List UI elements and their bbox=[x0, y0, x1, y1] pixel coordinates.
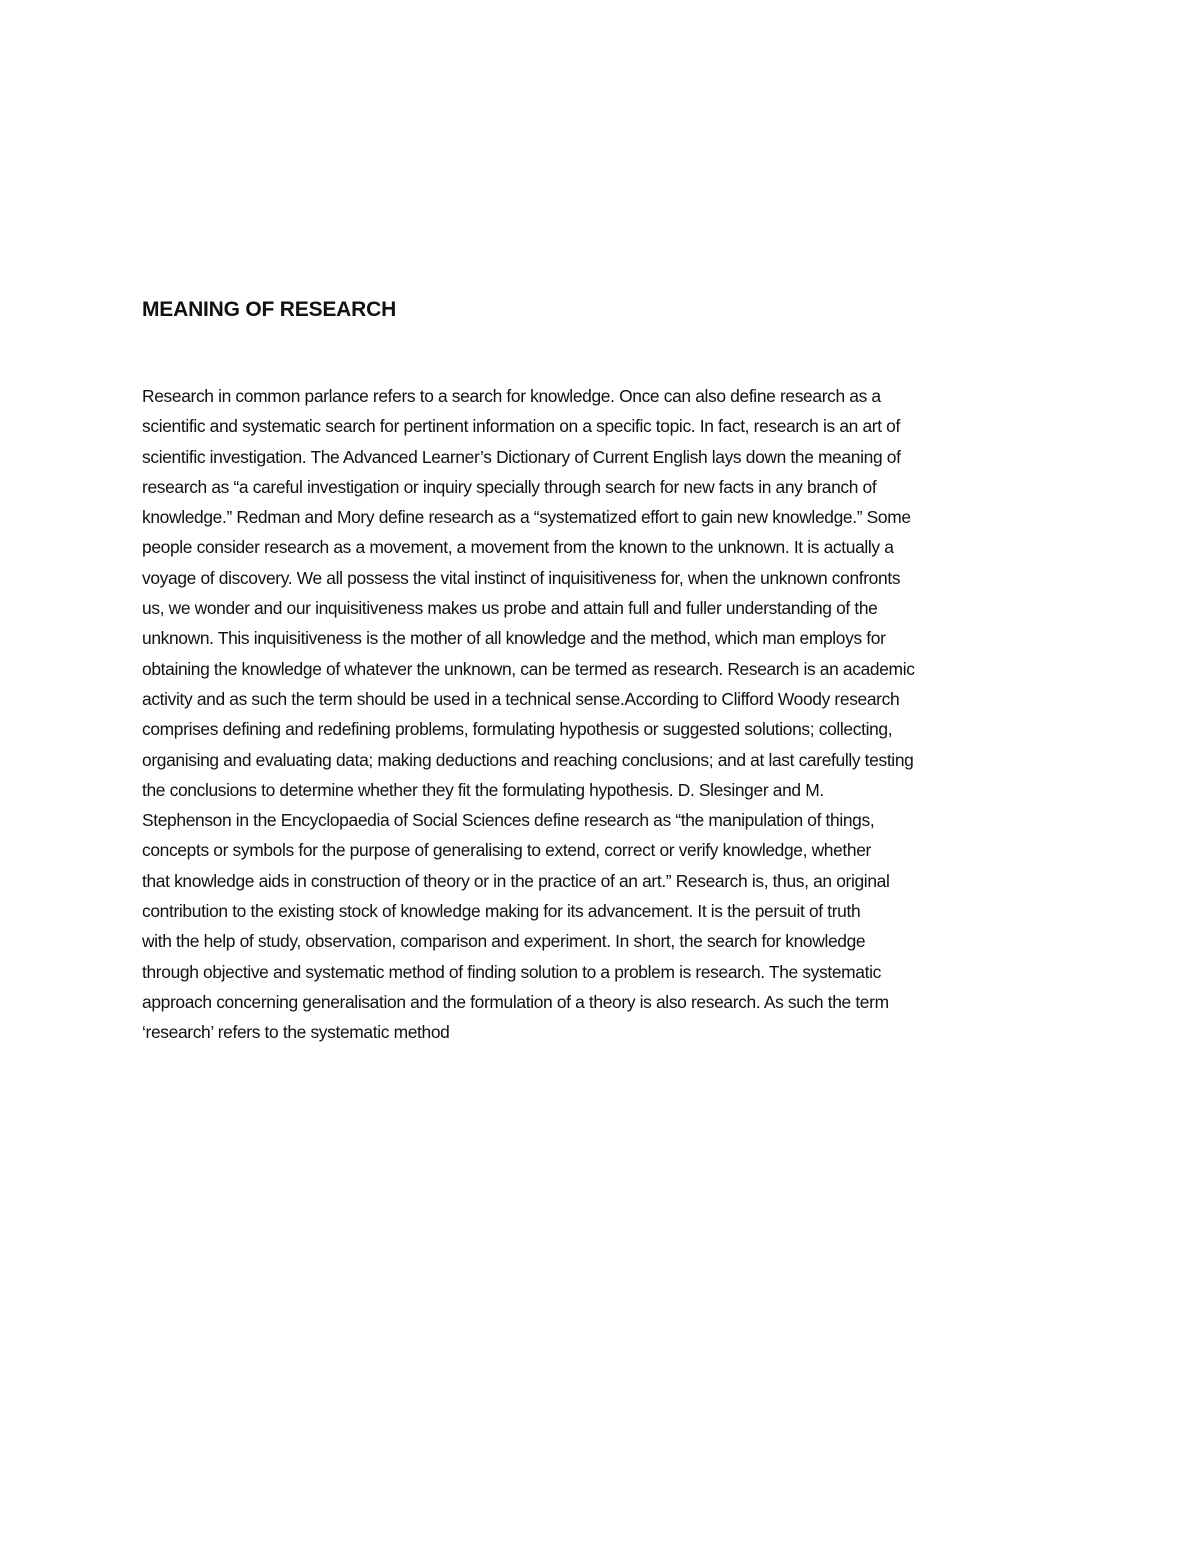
body-paragraph bbox=[142, 381, 1082, 1048]
paragraph-line: scientific and systematic search for pertinent information on a specific topic. In fact, research is an art of bbox=[142, 416, 900, 437]
paragraph-line: Research in common parlance refers to a search for knowledge. Once can also define research as a bbox=[142, 386, 881, 406]
paragraph-line: people consider research as a movement, a movement from the known to the unknown. It is actually a bbox=[142, 537, 894, 558]
paragraph-line: knowledge.” Redman and Mory define research as a “systematized effort to gain new knowledge.” Some bbox=[142, 507, 911, 528]
paragraph-line: voyage of discovery. We all possess the vital instinct of inquisitiveness for, when the unknown confronts bbox=[142, 567, 901, 588]
paragraph-line: concepts or symbols for the purpose of generalising to extend, correct or verify knowledge, whether bbox=[142, 840, 872, 861]
paragraph-line: obtaining the knowledge of whatever the unknown, can be termed as research. Research is an academic bbox=[142, 658, 915, 679]
paragraph-line: Stephenson in the Encyclopaedia of Social Sciences define research as “the manipulation of things, bbox=[142, 810, 875, 831]
paragraph-line: that knowledge aids in construction of theory or in the practice of an art.” Research is, thus, an original bbox=[142, 870, 890, 891]
page-title: MEANING OF RESEARCH bbox=[142, 298, 397, 321]
paragraph-line: scientific investigation. The Advanced Learner’s Dictionary of Current English lays down the meaning of bbox=[142, 446, 901, 467]
paragraph-line: comprises defining and redefining problems, formulating hypothesis or suggested solutions; collecting, bbox=[142, 719, 893, 740]
paragraph-line: research as “a careful investigation or inquiry specially through search for new facts in any branch of bbox=[142, 476, 877, 497]
paragraph-line: through objective and systematic method of finding solution to a problem is research. The systematic bbox=[142, 961, 881, 982]
paragraph-line: organising and evaluating data; making deductions and reaching conclusions; and at last carefully testing bbox=[142, 749, 914, 770]
paragraph-line: contribution to the existing stock of knowledge making for its advancement. It is the persuit of truth bbox=[142, 901, 861, 922]
paragraph-line: activity and as such the term should be used in a technical sense.According to Clifford Woody research bbox=[142, 688, 900, 709]
paragraph-line: approach concerning generalisation and the formulation of a theory is also research. As such the term bbox=[142, 991, 889, 1012]
paragraph-line: unknown. This inquisitiveness is the mother of all knowledge and the method, which man employs for bbox=[142, 628, 886, 649]
paragraph-line: ‘research’ refers to the systematic method bbox=[142, 1022, 450, 1043]
paragraph-line: the conclusions to determine whether they fit the formulating hypothesis. D. Slesinger and M. bbox=[142, 779, 824, 800]
paragraph-line: us, we wonder and our inquisitiveness makes us probe and attain full and fuller understanding of the bbox=[142, 598, 878, 619]
paragraph-line: with the help of study, observation, comparison and experiment. In short, the search for knowledge bbox=[142, 931, 866, 952]
